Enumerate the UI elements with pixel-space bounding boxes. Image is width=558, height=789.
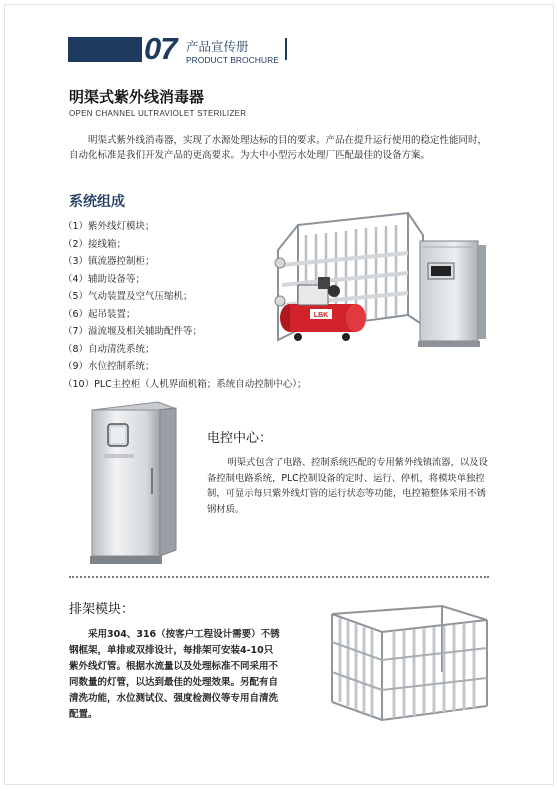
rack-module-image: [322, 602, 494, 724]
list-item: （7）溢流堰及相关辅助配件等；: [63, 326, 203, 337]
product-title: 明渠式紫外线消毒器: [69, 88, 205, 106]
list-item: （10）PLC主控柜（人机界面机箱；系统自动控制中心）；: [63, 378, 307, 390]
list-item: （3）镇流器控制柜；: [63, 256, 155, 267]
list-item: （4）辅助设备等；: [63, 273, 146, 285]
control-center-title: 电控中心：: [207, 431, 273, 446]
header-title-cn: 产品宣传册: [186, 39, 249, 54]
list-item: （5）气动装置及空气压缩机；: [63, 291, 193, 302]
rack-module-title: 排架模块：: [69, 602, 135, 617]
dotted-divider: [69, 576, 489, 578]
list-item: （9）水位控制系统；: [63, 361, 155, 372]
compressor-brand-label: LBK: [313, 312, 329, 319]
control-cabinet-image: [88, 398, 184, 568]
list-item: （1）紫外线灯模块；: [63, 221, 155, 232]
header-bar: [68, 37, 142, 62]
header-separator: [285, 38, 287, 60]
list-item: （2）接线箱；: [63, 238, 127, 250]
product-subtitle: OPEN CHANNEL ULTRAVIOLET STERILIZER: [69, 109, 247, 118]
control-center-text: 明渠式包含了电路、控制系统匹配的专用紫外线镇流器，以及设备控制电路系统，PLC控制设备的定时、运行、停机，将模块单独控制，可显示每只紫外线灯管的运行状态等功能，电控箱整体采用不锈钢材质。: [207, 457, 488, 515]
components-title: 系统组成: [69, 194, 125, 210]
product-intro: 明渠式紫外线消毒器，实现了水源处理达标的目的要求。产品在提升运行使用的稳定性能同时，自动化标准是我们开发产品的更高要求。为大中小型污水处理厂匹配最佳的设备方案。: [69, 135, 488, 161]
header-title-en: PRODUCT BROCHURE: [186, 55, 279, 65]
rack-module-text: 采用304、316（按客户工程设计需要）不锈钢框架，单排或双排设计，每排架可安装4-10只紫外线灯管。根据水流量以及处理标准不同采用不同数量的灯管，以达到最佳的处理效果。另配有自清洗功能，水位测试仪、强度检测仪等专用自清洗配置。: [69, 629, 280, 720]
list-item: （6）起吊装置；: [63, 308, 136, 320]
uv-system-image: [258, 205, 503, 355]
header-number: 07: [144, 31, 177, 66]
list-item: （8）自动清洗系统；: [63, 343, 155, 355]
